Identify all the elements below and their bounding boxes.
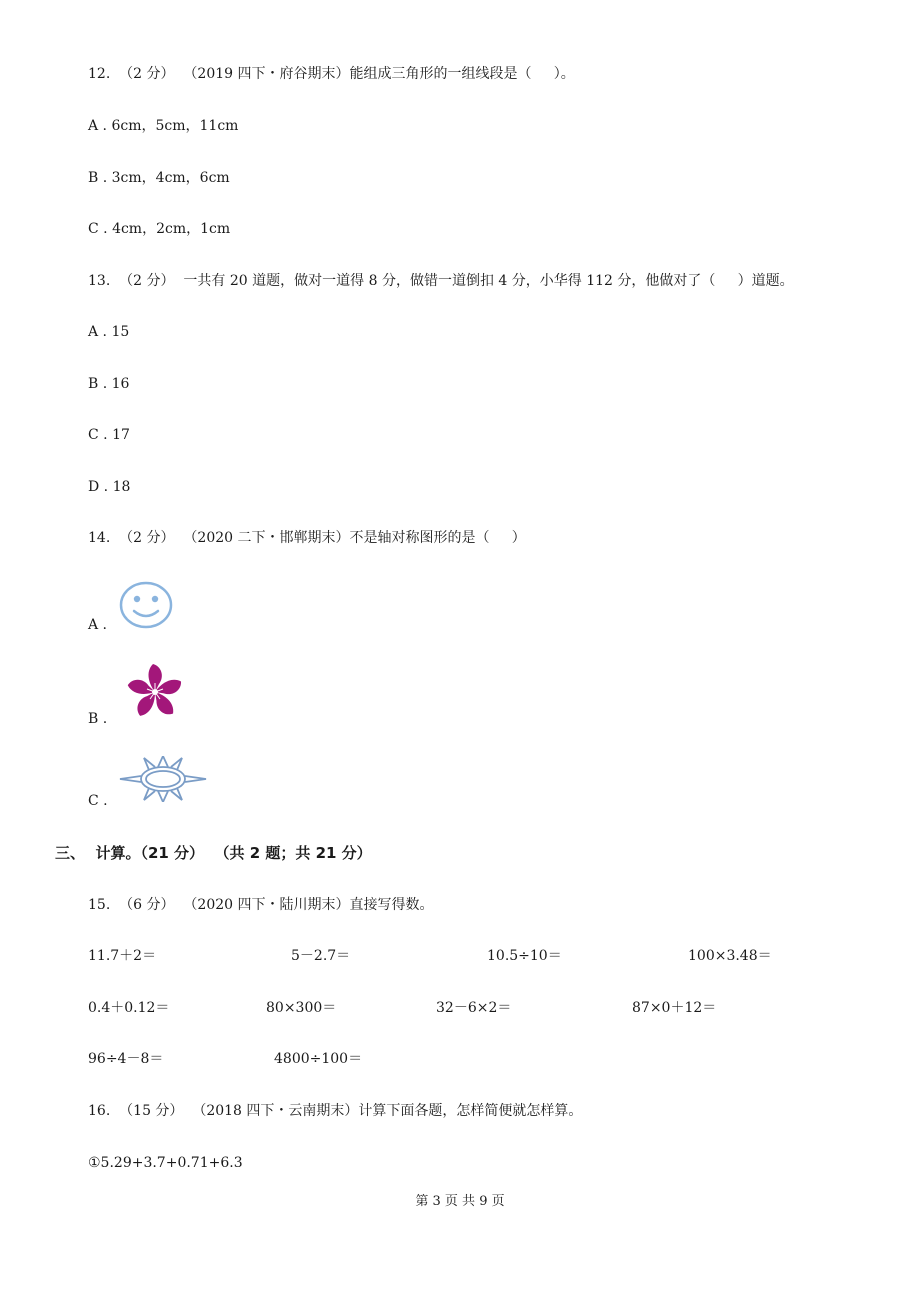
question-12-stem: 12. （2 分） （2019 四下・府谷期末）能组成三角形的一组线段是（ ）。 (88, 66, 575, 82)
calc-item: 5－2.7＝ (291, 948, 351, 964)
calc-item: 10.5÷10＝ (487, 948, 562, 964)
question-15-stem: 15. （6 分） （2020 四下・陆川期末）直接写得数。 (88, 897, 434, 913)
calc-item: 4800÷100＝ (274, 1051, 363, 1067)
question-13-stem: 13. （2 分） 一共有 20 道题，做对一道得 8 分，做错一道倒扣 4 分，小华得 112 分，他做对了（ ）道题。 (88, 273, 794, 289)
question-13-option-c: C . 17 (88, 427, 130, 443)
question-13-option-b: B . 16 (88, 376, 130, 392)
sun-shape-image (118, 756, 208, 806)
question-16-item-1: ①5.29+3.7+0.71+6.3 (88, 1155, 243, 1171)
calc-item: 96÷4－8＝ (88, 1051, 164, 1067)
question-14-option-a-label: A . (88, 617, 108, 633)
question-12-option-c: C . 4cm，2cm，1cm (88, 221, 231, 237)
bauhinia-flower-image (122, 660, 188, 728)
question-13-option-a: A . 15 (88, 324, 130, 340)
question-14-option-b-label: B . (88, 711, 108, 727)
calc-item: 87×0＋12＝ (632, 1000, 717, 1016)
section-3-title: 三、 计算。（21 分） （共 2 题；共 21 分） (55, 844, 372, 862)
calc-item: 32－6×2＝ (436, 1000, 512, 1016)
calc-item: 80×300＝ (266, 1000, 337, 1016)
question-13-option-d: D . 18 (88, 479, 131, 495)
calc-item: 11.7＋2＝ (88, 948, 157, 964)
question-12-option-a: A . 6cm，5cm，11cm (88, 118, 239, 134)
question-14-option-c-label: C . (88, 793, 108, 809)
question-14-stem: 14. （2 分） （2020 二下・邯郸期末）不是轴对称图形的是（ ） (88, 530, 526, 546)
question-12-option-b: B . 3cm，4cm，6cm (88, 170, 230, 186)
smiley-face-image (118, 580, 174, 634)
question-16-stem: 16. （15 分） （2018 四下・云南期末）计算下面各题，怎样简便就怎样算。 (88, 1103, 583, 1119)
page-number-footer: 第 3 页 共 9 页 (415, 1194, 505, 1209)
calc-item: 100×3.48＝ (688, 948, 772, 964)
calc-item: 0.4＋0.12＝ (88, 1000, 170, 1016)
